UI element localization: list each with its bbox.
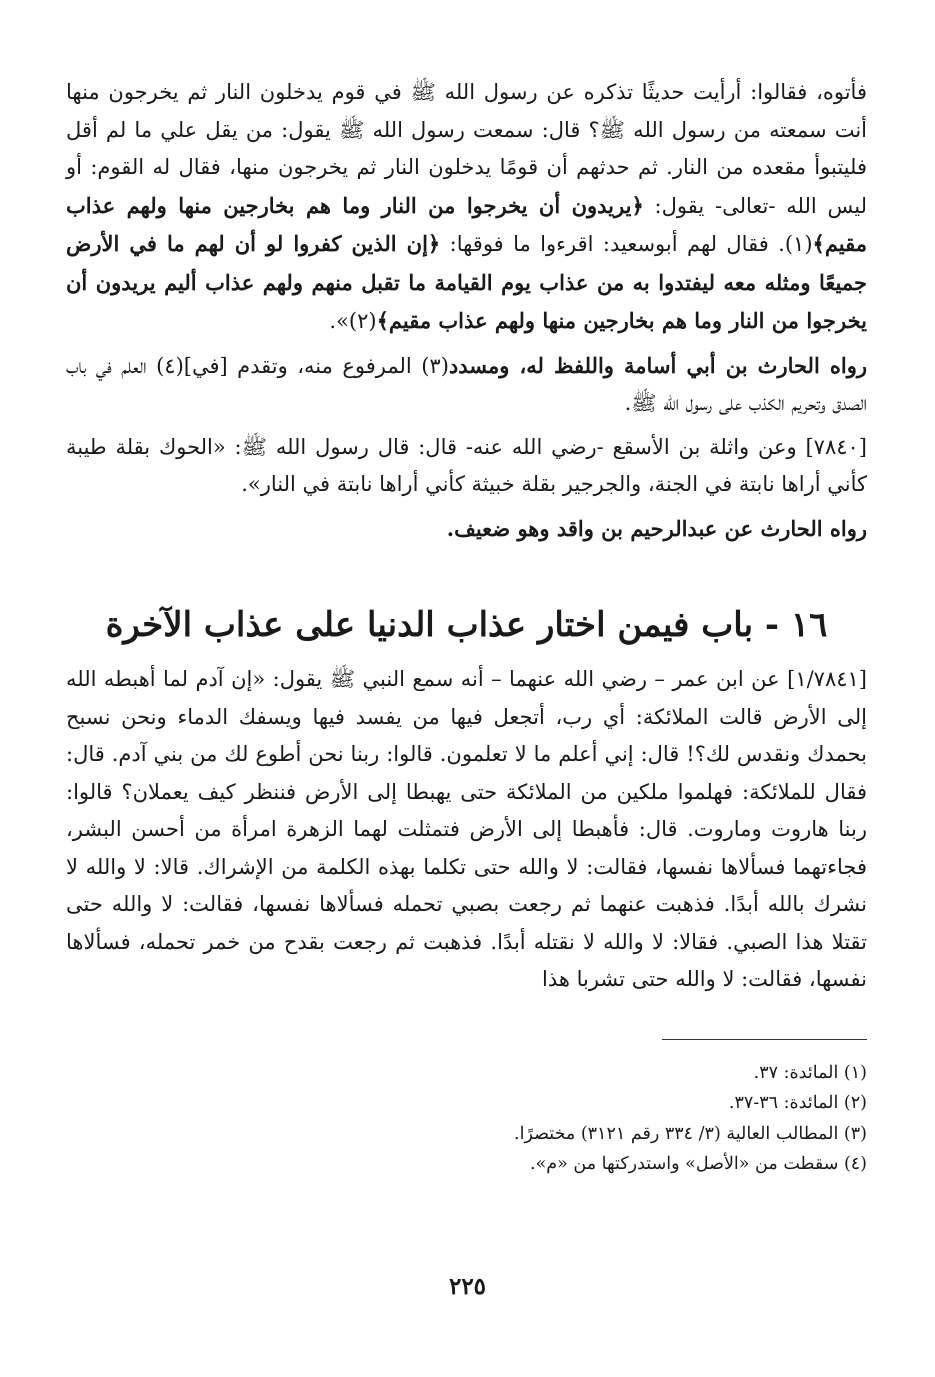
footnotes	[66, 1058, 867, 1180]
attribution-text: (٣) المرفوع منه، وتقدم [في]	[183, 353, 449, 378]
footnote-2: (٢) المائدة: ٣٦-٣٧.	[728, 1093, 867, 1113]
hadith-continuation-paragraph	[66, 74, 867, 341]
attribution-paragraph: رواه الحارث عن عبدالرحيم بن واقد وهو ضعيف.	[446, 515, 867, 541]
footnote-4: (٤) سقطت من «الأصل» واستدركتها من «م».	[530, 1154, 867, 1174]
footnote-3: (٣) المطالب العالية (٣/ ٣٣٤ رقم ٣١٢١) مختصرًا.	[514, 1123, 867, 1144]
attribution-paragraph	[66, 347, 867, 423]
footnote-divider	[662, 1039, 867, 1040]
footnote-1: (١) المائدة: ٣٧.	[753, 1062, 867, 1083]
narrative-text: (١). فقال لهم أبوسعيد: اقرءوا ما فوقها:	[440, 232, 813, 256]
attribution-text: (٤) العلم في باب الصدق وتحريم الكذب على رسول الله ﷺ.	[66, 353, 867, 415]
chapter-title: ١٦ - باب فيمن اختار عذاب الدنيا على عذاب الآخرة	[105, 605, 828, 645]
hadith-7840-paragraph: [٧٨٤٠] وعن واثلة بن الأسقع -رضي الله عنه- قال: قال رسول الله ﷺ: «الحوك بقلة طيبة كأني أراها نابتة في الجنة، والجرجير بقلة خبيثة كأني أراها نابتة في النار».	[66, 434, 867, 496]
attribution-text: رواه الحارث بن أبي أسامة واللفظ له، ومسدد	[448, 352, 868, 378]
quran-quote: ﴿إن الذين كفروا لو أن لهم ما في الأرض جميعًا ومثله معه ليفتدوا به من عذاب يوم القيامة ما تقبل منهم ولهم عذاب أليم يريدون أن يخرجوا من النار وما هم بخارجين منها ولهم عذاب مقيم﴾	[66, 231, 867, 333]
hadith-7841-paragraph: [١/٧٨٤١] عن ابن عمر – رضي الله عنهما – أنه سمع النبي ﷺ يقول: «إن آدم لما أهبطه الله إلى الأرض قالت الملائكة: أي رب، أتجعل فيها من يفسد فيها ويسفك الدماء ونحن نسبح بحمدك ونقدس لك؟! قال: إني أعلم ما لا تعلمون. قالوا: ربنا نحن أطوع لك من بني آدم. قال: فقال للملائكة: فهلموا ملكين من الملائكة حتى يهبطا إلى الأرض فننظر كيف يعملان؟ قالوا: ربنا هاروت وماروت. قال: فأهبطا إلى الأرض فتمثلت لهما الزهرة امرأة من أحسن البشر، فجاءتهما فسألاها نفسها، فقالت: لا والله حتى تكلما بهذه الكلمة من الإشراك. قالا: لا والله لا نشرك بالله أبدًا. فذهبت عنهما ثم رجعت بصبي تحمله فسألاها نفسها، فقالت: لا والله حتى تقتلا هذا الصبي. فقالا: لا والله لا نقتله أبدًا. فذهبت ثم رجعت بقدح من خمر تحمله، فسألاها نفسها، فقالت: لا والله حتى تشربا هذا	[66, 667, 867, 991]
page-number: ٢٢٥	[448, 1273, 487, 1300]
narrative-text: (٢)».	[329, 309, 377, 333]
narrative-text: فأتوه، فقالوا: أرأيت حديثًا تذكره عن رسول الله ﷺ في قوم يدخلون النار ثم يخرجون منها أنت سمعته من رسول الله ﷺ؟ قال: سمعت رسول الله ﷺ يقول: من يقل علي ما لم أقل فليتبوأ مقعده من النار. ثم حدثهم أن قومًا يدخلون النار ثم يخرجون منها، فقال له القوم: أو ليس الله -تعالى- يقول:	[66, 80, 867, 218]
quran-quote: ﴿يريدون أن يخرجوا من النار وما هم بخارجين منها ولهم عذاب مقيم﴾	[66, 192, 868, 256]
